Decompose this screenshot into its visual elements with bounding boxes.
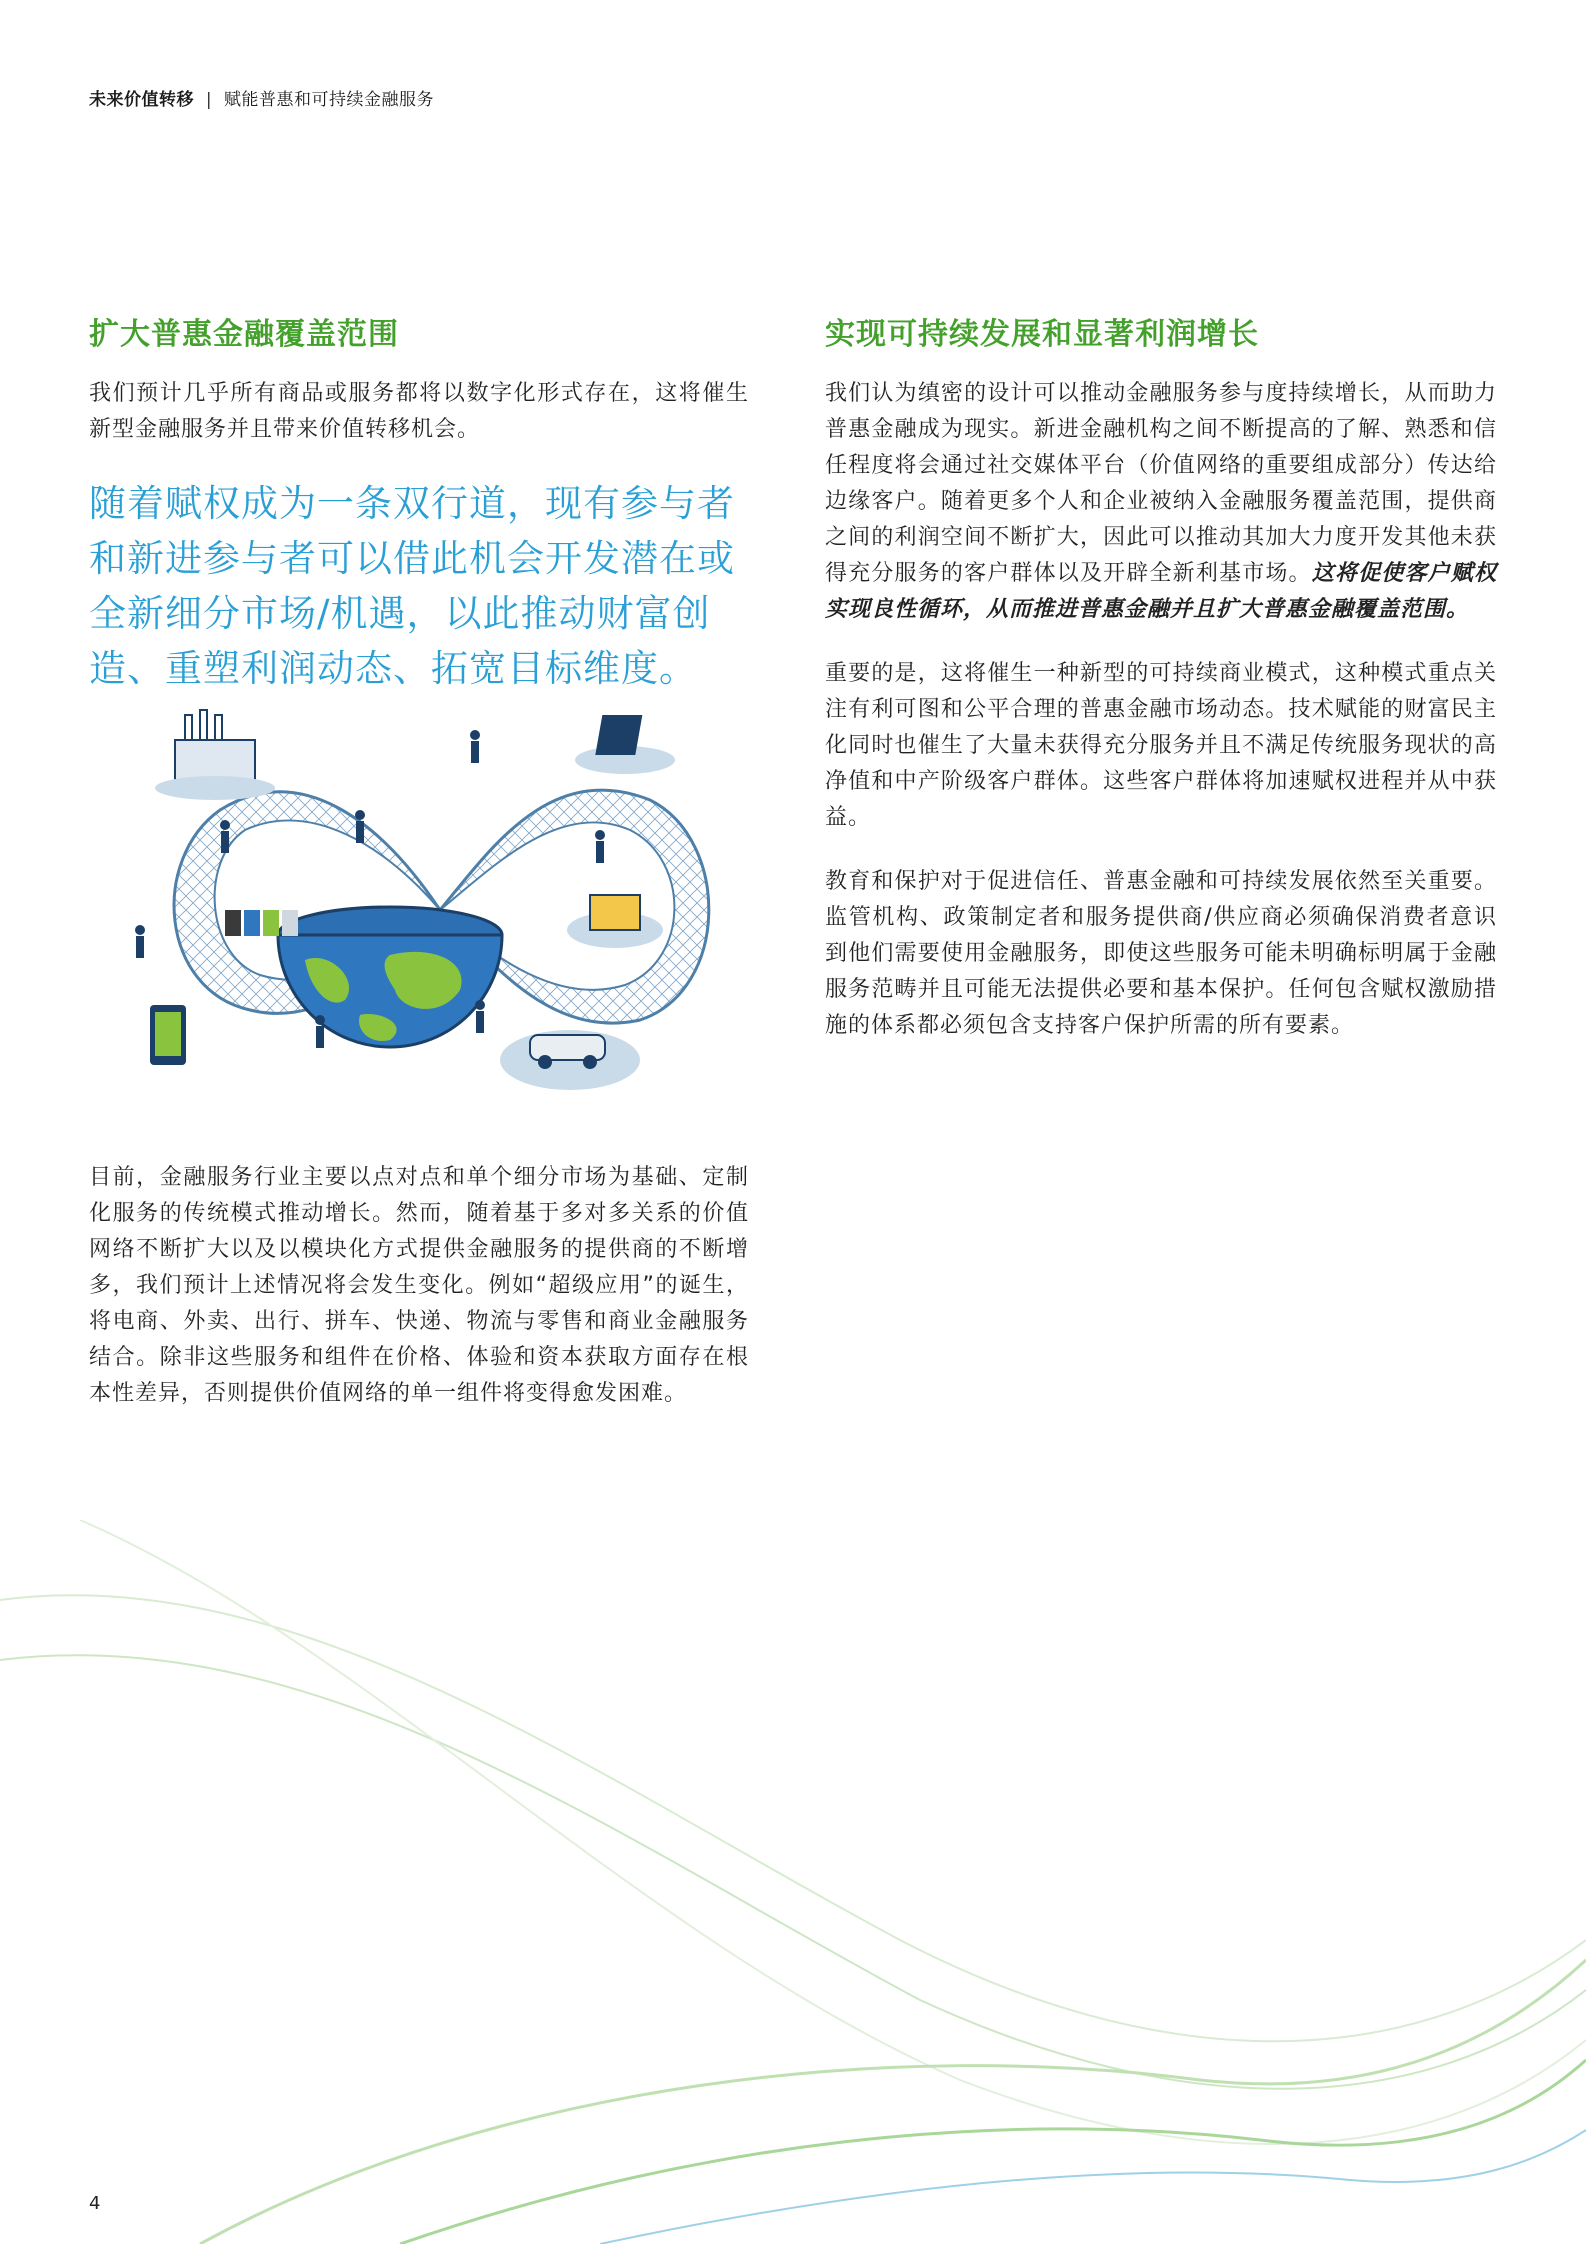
header-subtitle: 赋能普惠和可持续金融服务: [224, 90, 435, 110]
right-paragraph-3: 教育和保护对于促进信任、普惠金融和可持续发展依然至关重要。监管机构、政策制定者和服务提供商/供应商必须确保消费者意识到他们需要使用金融服务，即使这些服务可能未明确标明属于金融服务范畴并且可能无法提供必要和基本保护。任何包含赋权激励措施的体系都必须包含支持客户保护所需的所有要素。: [825, 869, 1497, 1038]
factory-icon: [155, 710, 275, 800]
page-number: 4: [89, 2193, 101, 2214]
left-bottom-paragraph: 目前，金融服务行业主要以点对点和单个细分市场为基础、定制化服务的传统模式推动增长。然而，随着基于多对多关系的价值网络不断扩大以及以模块化方式提供金融服务的提供商的不断增多，我们预计上述情况将会发生变化。例如“超级应用”的诞生，将电商、外卖、出行、拼车、快递、物流与零售和商业金融服务结合。除非这些服务和组件在价格、体验和资本获取方面存在根本性差异，否则提供价值网络的单一组件将变得愈发困难。: [89, 1165, 749, 1406]
left-column: [89, 316, 749, 736]
header-separator: |: [205, 90, 213, 110]
pull-quote: 随着赋权成为一条双行道，现有参与者和新进参与者可以借此机会开发潜在或全新细分市场/机遇，以此推动财富创造、重塑利润动态、拓宽目标维度。: [89, 482, 735, 690]
left-heading: 扩大普惠金融覆盖范围: [89, 317, 399, 352]
right-p1-emphasis: 这将促使客户赋权实现良性循环，从而推进普惠金融并且扩大普惠金融覆盖范围。: [825, 561, 1497, 622]
right-heading: 实现可持续发展和显著利润增长: [825, 317, 1259, 352]
left-intro: 我们预计几乎所有商品或服务都将以数字化形式存在，这将催生新型金融服务并且带来价值转移机会。: [89, 381, 749, 442]
left-bottom-section: [89, 1160, 749, 1440]
decorative-waves: [0, 1520, 1586, 2244]
earth-hemisphere: [278, 907, 502, 1047]
right-paragraph-1: [825, 376, 1497, 628]
infinity-network-illustration: [130, 700, 750, 1120]
right-paragraph-2: 重要的是，这将催生一种新型的可持续商业模式，这种模式重点关注有利可图和公平合理的普惠金融市场动态。技术赋能的财富民主化同时也催生了大量未获得充分服务并且不满足传统服务现状的高净值和中产阶级客户群体。这些客户群体将加速赋权进程并从中获益。: [825, 661, 1497, 830]
electric-car-icon: [500, 1030, 640, 1090]
solar-panel-icon: [575, 715, 675, 774]
header-title: 未来价值转移: [89, 90, 194, 110]
right-p1-text: 我们认为缜密的设计可以推动金融服务参与度持续增长，从而助力普惠金融成为现实。新进金融机构之间不断提高的了解、熟悉和信任程度将会通过社交媒体平台（价值网络的重要组成部分）传达给边缘客户。随着更多个人和企业被纳入金融服务覆盖范围，提供商之间的利润空间不断扩大，因此可以推动其加大力度开发其他未获得充分服务的客户群体以及开辟全新利基市场。: [825, 381, 1497, 586]
right-column: [825, 316, 1497, 1072]
smartphone-icon: [150, 1005, 186, 1065]
running-header: [89, 88, 434, 112]
